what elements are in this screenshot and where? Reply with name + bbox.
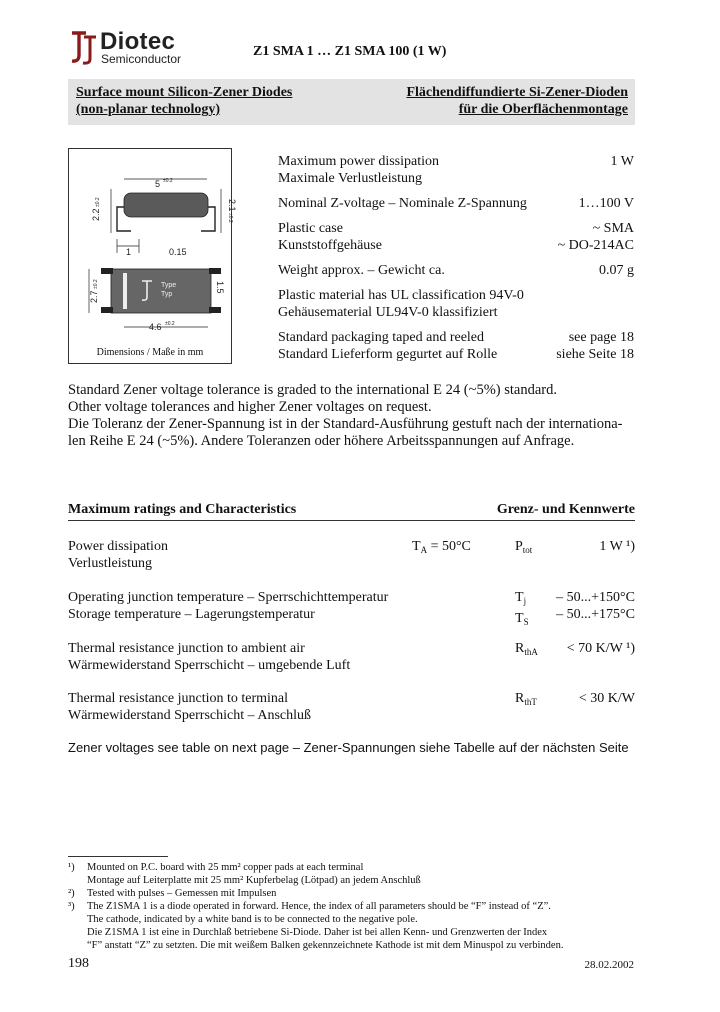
row-rtht-symbol: $R_{thT}$ (515, 691, 537, 707)
row-power-de: Verlustleistung (68, 556, 152, 571)
banner-title-de (406, 84, 628, 118)
spec-packaging (278, 329, 634, 363)
row-rtht-value: < 30 K/W (578, 691, 635, 706)
type-label-en: Type (161, 282, 177, 289)
row-ts-label: Storage temperature – Lagerungstemperatur (68, 607, 315, 622)
spec-vz-value: 1…100 V (578, 196, 634, 211)
row-rth-ambient (68, 640, 635, 674)
ratings-heading-de: Grenz- und Kennwerte (496, 502, 635, 517)
row-power-en: Power dissipation (68, 539, 168, 554)
spec-power-de: Maximale Verlustleistung (278, 171, 422, 186)
spec-vz-label: Nominal Z-voltage – Nominale Z-Spannung (278, 196, 527, 211)
para-line-3: Die Toleranz der Zener-Spannung ist in der Standard-Ausführung gestuft nach der internationa- (68, 416, 623, 432)
banner-en-line1: Surface mount Silicon-Zener Diodes (76, 85, 293, 100)
spec-power-en: Maximum power dissipation (278, 154, 439, 169)
spec-weight-value: 0.07 g (599, 263, 634, 278)
ratings-heading (68, 502, 635, 518)
dim-height-left-tol: ±0.2 (95, 197, 101, 207)
dim-length-tol: ±0.2 (163, 178, 173, 184)
para-line-1: Standard Zener voltage tolerance is graded to the international E 24 (~5%) standard. (68, 382, 557, 398)
row-tj-symbol: $T_j$ (515, 590, 527, 606)
dim-lead-thickness: 0.15 (169, 247, 187, 257)
spec-power-value: 1 W (610, 154, 634, 169)
package-drawing (69, 149, 237, 345)
row-ts-value: – 50...+175°C (556, 607, 635, 622)
row-rtht-de: Wärmewiderstand Sperrschicht – Anschluß (68, 708, 311, 723)
row-tj-value: – 50...+150°C (556, 590, 635, 605)
footnote-3-line-2: The cathode, indicated by a white band is to be connected to the negative pole. (87, 914, 418, 925)
row-rtha-en: Thermal resistance junction to ambient air (68, 641, 305, 656)
brand-subtitle: Semiconductor (101, 52, 182, 66)
spec-material-en: Plastic material has UL classification 94V-0 (278, 288, 524, 303)
row-rtha-symbol: $R_{thA}$ (515, 641, 538, 657)
footnote-3-line-1: The Z1SMA 1 is a diode operated in forward. Hence, the index of all parameters should be “F” instead of “Z”. (87, 901, 551, 912)
footnote-2-line-1: Tested with pulses – Gemessen mit Impulsen (87, 888, 277, 899)
row-power-symbol: $P_{tot}$ (515, 539, 533, 555)
spec-case (278, 220, 634, 254)
spec-power (278, 153, 634, 187)
dim-height-right-tol: ±0.2 (227, 213, 233, 223)
dim-body-tol: ±0.2 (165, 321, 175, 327)
pad-top-left (101, 268, 113, 274)
row-power-condition: $T_A = 50^\circ C$ (412, 539, 471, 555)
cathode-band (123, 273, 127, 309)
row-rtht-en: Thermal resistance junction to terminal (68, 691, 289, 706)
spec-packaging-en: Standard packaging taped and reeled (278, 330, 485, 345)
spec-packaging-ref-de: siehe Seite 18 (556, 347, 634, 362)
row-rtha-value: < 70 K/W ¹) (566, 641, 635, 656)
dim-width: 2.7 (89, 290, 99, 303)
footnote-rule (68, 856, 168, 857)
type-label-de: Typ (161, 291, 173, 298)
footnote-1-mark: ¹) (68, 862, 75, 873)
pad-top-right (209, 268, 221, 274)
spec-material-de: Gehäusematerial UL94V-0 klassifiziert (278, 305, 498, 320)
pad-bottom-right (209, 307, 221, 313)
dim-height-right: 2.1 (227, 199, 237, 212)
para-line-2: Other voltage tolerances and higher Zener voltages on request. (68, 399, 432, 415)
zener-table-note: Zener voltages see table on next page – Zener-Spannungen siehe Tabelle auf der nächsten Seite (68, 740, 629, 755)
dim-height-left: 2.2 (91, 208, 101, 221)
para-line-4: len Reihe E 24 (~5%). Andere Toleranzen oder höhere Arbeitsspannungen auf Anfrage. (68, 433, 575, 449)
footnote-3-line-3: Die Z1SMA 1 ist eine in Durchlaß betriebene Si-Diode. Daher ist bei allen Kenn- und Grenzwerten der Index (87, 927, 548, 938)
spec-case-de: Kunststoffgehäuse (278, 238, 382, 253)
dim-pad: 1.5 (215, 281, 225, 294)
document-date: 28.02.2002 (584, 959, 634, 971)
footnote-1-line-2: Montage auf Leiterplatte mit 25 mm² Kupferbelag (Lötpad) an jedem Anschluß (87, 875, 421, 886)
pad-bottom-left (101, 307, 113, 313)
footnote-1-line-1: Mounted on P.C. board with 25 mm² copper pads at each terminal (87, 862, 364, 873)
spec-case-value-1: ~ SMA (592, 221, 634, 236)
ratings-heading-en: Maximum ratings and Characteristics (68, 502, 297, 517)
brand-name: Diotec (100, 28, 176, 55)
diotec-logo-icon (68, 29, 98, 65)
spec-weight (278, 262, 634, 279)
figure-caption: Dimensions / Maße in mm (96, 347, 204, 358)
row-power-dissipation (68, 538, 635, 572)
dim-width-tol: ±0.2 (93, 279, 99, 289)
row-ts-symbol: $T_S$ (515, 611, 529, 627)
document-title: Z1 SMA 1 … Z1 SMA 100 (1 W) (253, 44, 447, 59)
ratings-rule (68, 520, 635, 521)
row-tj-label: Operating junction temperature – Sperrschichttemperatur (68, 590, 389, 605)
row-power-value: 1 W ¹) (599, 539, 635, 554)
banner-title-en (76, 84, 292, 118)
spec-packaging-de: Standard Lieferform gegurtet auf Rolle (278, 347, 498, 362)
package-side-body (124, 193, 208, 217)
spec-case-en: Plastic case (278, 221, 343, 236)
footnote-2-mark: ²) (68, 888, 75, 899)
banner-de-line1: Flächendiffundierte Si-Zener-Dioden (406, 85, 628, 100)
dim-length: 5 (155, 179, 161, 189)
spec-packaging-ref-en: see page 18 (568, 330, 634, 345)
spec-material (278, 287, 634, 321)
banner-en-line2: (non-planar technology) (76, 102, 221, 117)
tolerance-paragraph (68, 382, 638, 450)
banner-de-line2: für die Oberflächenmontage (458, 102, 628, 117)
row-rtha-de: Wärmewiderstand Sperrschicht – umgebende Luft (68, 658, 351, 673)
page-number: 198 (68, 956, 89, 971)
footnote-3-line-4: “F” anstatt “Z” zu setzten. Die mit weißem Balken gekennzeichnete Kathode ist mit dem Minuspol zu verbinden. (87, 940, 564, 951)
dim-lead: 1 (126, 247, 132, 257)
spec-vz (278, 195, 634, 212)
row-temperatures (68, 589, 635, 627)
footnote-3-mark: ³) (68, 901, 75, 912)
dim-body: 4.6 (149, 322, 162, 332)
spec-case-value-2: ~ DO-214AC (557, 238, 634, 253)
row-rth-terminal (68, 690, 635, 724)
spec-weight-label: Weight approx. – Gewicht ca. (278, 263, 445, 278)
